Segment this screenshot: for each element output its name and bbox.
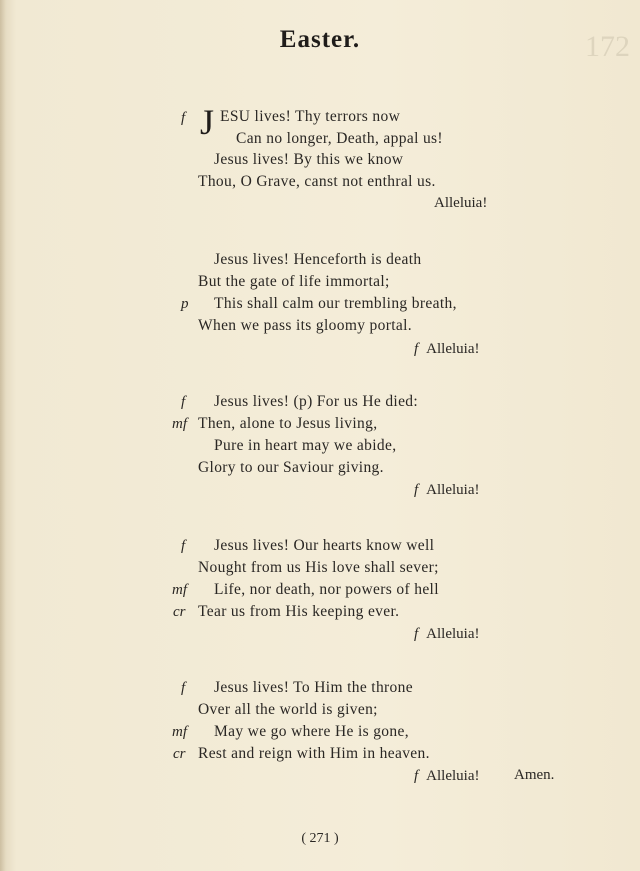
dynamic-mark: f	[414, 768, 419, 784]
verse-line: When we pass its gloomy portal.	[198, 317, 413, 334]
verse-line: Life, nor death, nor powers of hell	[214, 581, 439, 598]
verse-line: Jesus lives! (p) For us He died:	[214, 393, 419, 410]
alleluia-line	[434, 194, 487, 212]
verse-line: Can no longer, Death, appal us!	[236, 130, 443, 147]
dynamic-mark: cr	[173, 604, 186, 620]
verse-line: ESU lives! Thy terrors now	[220, 108, 401, 125]
dynamic-mark: p	[181, 296, 189, 312]
drop-cap-letter: J	[200, 102, 215, 142]
verse-line: Jesus lives! By this we know	[214, 151, 404, 168]
alleluia-line	[414, 625, 480, 643]
page-title: Easter.	[279, 26, 361, 53]
verse-line: Thou, O Grave, canst not enthral us.	[198, 173, 436, 190]
verse-line: Jesus lives! Henceforth is death	[214, 251, 422, 268]
dynamic-mark: f	[181, 110, 186, 126]
verse-line: Nought from us His love shall sever;	[198, 559, 439, 576]
amen-text: Amen.	[514, 767, 555, 783]
dynamic-mark: mf	[172, 416, 187, 432]
verse-line: Rest and reign with Him in heaven.	[198, 745, 430, 762]
verse-line: Pure in heart may we abide,	[214, 437, 397, 454]
alleluia-text: Alleluia!	[426, 626, 480, 642]
dynamic-mark: mf	[172, 582, 187, 598]
alleluia-text: Alleluia!	[434, 195, 488, 211]
dynamic-mark: cr	[173, 746, 186, 762]
verse-line: Over all the world is given;	[198, 701, 378, 718]
verse-line: This shall calm our trembling breath,	[214, 295, 457, 312]
verse-line: Glory to our Saviour giving.	[198, 459, 384, 476]
dynamic-mark: f	[414, 341, 419, 357]
dynamic-mark: f	[414, 626, 419, 642]
verse-line: Tear us from His keeping ever.	[198, 603, 400, 620]
alleluia-line	[414, 481, 480, 499]
verse-line: Jesus lives! To Him the throne	[214, 679, 413, 696]
verse-line: But the gate of life immortal;	[198, 273, 390, 290]
alleluia-text: Alleluia!	[426, 341, 480, 357]
page-number: ( 271 )	[301, 831, 339, 846]
alleluia-line	[414, 340, 480, 358]
dynamic-mark: f	[181, 680, 186, 696]
dynamic-mark: f	[414, 482, 419, 498]
alleluia-line	[414, 767, 480, 785]
verse-line: Jesus lives! Our hearts know well	[214, 537, 435, 554]
dynamic-mark: f	[181, 394, 186, 410]
verse-line: Then, alone to Jesus living,	[198, 415, 378, 432]
alleluia-text: Alleluia!	[426, 768, 480, 784]
alleluia-text: Alleluia!	[426, 482, 480, 498]
dynamic-mark: mf	[172, 724, 187, 740]
verse-line: May we go where He is gone,	[214, 723, 409, 740]
dynamic-mark: f	[181, 538, 186, 554]
bleed-through-number: 172	[585, 30, 630, 63]
